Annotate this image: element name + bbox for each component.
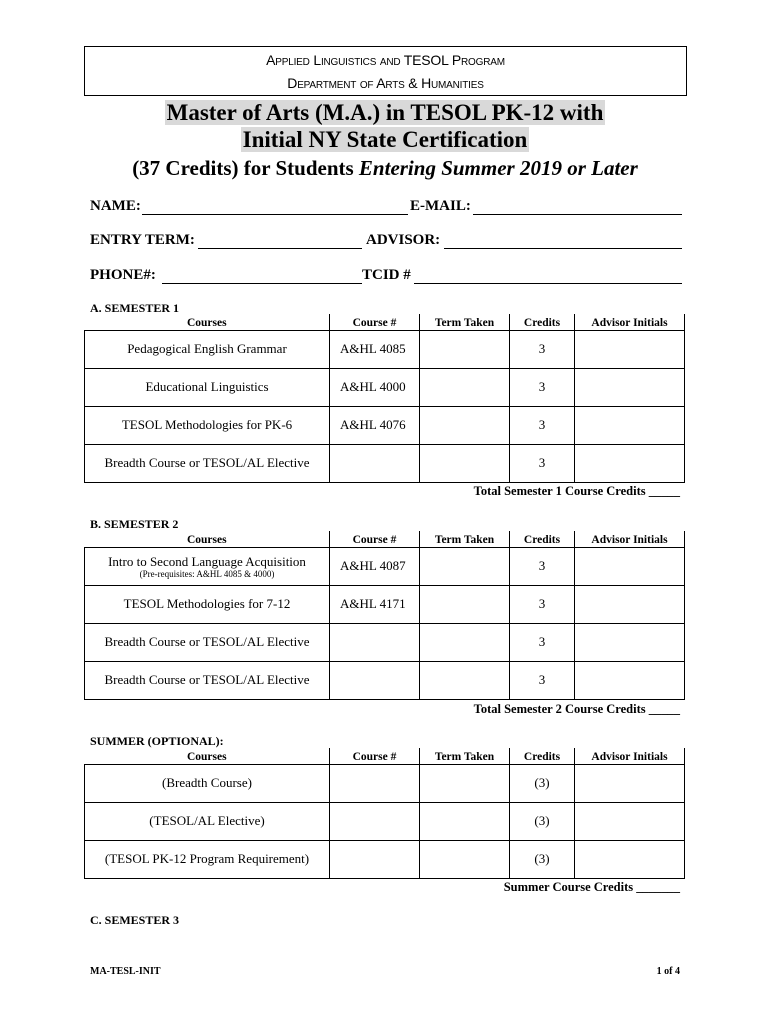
col-term-taken: Term Taken [420,314,510,330]
course-name-text: Intro to Second Language Acquisition [108,553,306,569]
term-taken-cell[interactable] [420,406,510,444]
table-row [85,444,685,482]
course-number[interactable] [330,802,420,840]
col-credits: Credits [510,531,575,547]
col-advisor-initials: Advisor Initials [575,531,685,547]
table-header-row [85,748,685,764]
course-name: (TESOL PK-12 Program Requirement) [85,840,330,878]
col-courses: Courses [85,748,330,764]
course-name: (Breadth Course) [85,764,330,802]
col-advisor-initials: Advisor Initials [575,314,685,330]
advisor-initials-cell[interactable] [575,623,685,661]
tcid-label: TCID # [362,267,411,283]
name-label: NAME: [90,198,141,214]
entry-term-label: ENTRY TERM: [90,232,195,248]
credits-cell: 3 [510,547,575,585]
col-term-taken: Term Taken [420,531,510,547]
credits-cell: 3 [510,585,575,623]
semester1-table [84,314,685,483]
col-course-number: Course # [330,531,420,547]
semester2-table [84,531,685,700]
course-number: A&HL 4087 [330,547,420,585]
form-code: MA-TESL-INIT [90,966,161,977]
credits-cell: 3 [510,406,575,444]
name-email-row [90,198,682,220]
tcid-field[interactable] [414,282,682,284]
term-taken-cell[interactable] [420,661,510,699]
semester2-total: Total Semester 2 Course Credits _____ [473,702,680,716]
table-row [85,623,685,661]
table-row [85,802,685,840]
advisor-initials-cell[interactable] [575,764,685,802]
degree-title-line1: Master of Arts (M.A.) in TESOL PK-12 with [166,100,604,125]
table-row [85,330,685,368]
course-name: Breadth Course or TESOL/AL Elective [85,444,330,482]
col-credits: Credits [510,748,575,764]
credits-cell: 3 [510,623,575,661]
col-credits: Credits [510,314,575,330]
program-name: Applied Linguistics and TESOL Program [266,52,505,68]
program-header [84,46,687,96]
prerequisite-note: (Pre-requisites: A&HL 4085 & 4000) [139,568,275,579]
semester2-label: B. SEMESTER 2 [90,517,179,531]
advisor-initials-cell[interactable] [575,330,685,368]
advisor-initials-cell[interactable] [575,444,685,482]
course-name [85,547,330,585]
term-taken-cell[interactable] [420,368,510,406]
table-row [85,764,685,802]
course-name: Breadth Course or TESOL/AL Elective [85,623,330,661]
advisor-initials-cell[interactable] [575,661,685,699]
col-courses: Courses [85,531,330,547]
table-row [85,368,685,406]
summer-total: Summer Course Credits _______ [503,880,680,894]
table-row [85,661,685,699]
course-number[interactable] [330,661,420,699]
course-name: Educational Linguistics [85,368,330,406]
email-field[interactable] [473,213,682,215]
advisor-initials-cell[interactable] [575,802,685,840]
table-row [85,840,685,878]
advisor-field[interactable] [444,247,682,249]
col-term-taken: Term Taken [420,748,510,764]
credits-cell: 3 [510,368,575,406]
course-name: TESOL Methodologies for PK-6 [85,406,330,444]
term-taken-cell[interactable] [420,585,510,623]
semester1-label: A. SEMESTER 1 [90,301,180,315]
term-taken-cell[interactable] [420,802,510,840]
course-number: A&HL 4000 [330,368,420,406]
credits-cell: 3 [510,444,575,482]
course-number[interactable] [330,764,420,802]
table-row [85,406,685,444]
table-header-row [85,314,685,330]
summer-label: SUMMER (OPTIONAL): [90,734,224,748]
entry-advisor-row [90,232,682,254]
term-taken-cell[interactable] [420,764,510,802]
col-advisor-initials: Advisor Initials [575,748,685,764]
col-course-number: Course # [330,748,420,764]
course-number[interactable] [330,840,420,878]
course-name: (TESOL/AL Elective) [85,802,330,840]
credits-cell: (3) [510,840,575,878]
credits-cell: 3 [510,330,575,368]
term-taken-cell[interactable] [420,547,510,585]
course-number: A&HL 4171 [330,585,420,623]
advisor-initials-cell[interactable] [575,585,685,623]
phone-field[interactable] [162,282,362,284]
phone-tcid-row [90,267,682,289]
term-taken-cell[interactable] [420,623,510,661]
advisor-initials-cell[interactable] [575,368,685,406]
name-field[interactable] [142,213,408,215]
degree-subtitle: (37 Credits) for Students Entering Summer 2019 or Later [132,156,638,180]
phone-label: PHONE#: [90,267,156,283]
course-name: TESOL Methodologies for 7-12 [85,585,330,623]
email-label: E-MAIL: [410,198,471,214]
course-number: A&HL 4076 [330,406,420,444]
col-courses: Courses [85,314,330,330]
credits-cell: 3 [510,661,575,699]
semester3-label: C. SEMESTER 3 [90,913,180,927]
term-taken-cell[interactable] [420,330,510,368]
degree-title-line2: Initial NY State Certification [242,127,528,152]
table-header-row [85,531,685,547]
course-name: Breadth Course or TESOL/AL Elective [85,661,330,699]
table-row [85,547,685,585]
advisor-label: ADVISOR: [366,232,441,248]
advisor-initials-cell[interactable] [575,406,685,444]
col-course-number: Course # [330,314,420,330]
course-number[interactable] [330,444,420,482]
term-taken-cell[interactable] [420,444,510,482]
credits-cell: (3) [510,764,575,802]
course-number: A&HL 4085 [330,330,420,368]
course-name: Pedagogical English Grammar [85,330,330,368]
advisor-initials-cell[interactable] [575,840,685,878]
summer-table [84,748,685,879]
credits-cell: (3) [510,802,575,840]
page-number: 1 of 4 [656,966,680,977]
table-row [85,585,685,623]
department-name: Department of Arts & Humanities [287,75,484,91]
semester1-total: Total Semester 1 Course Credits _____ [473,484,680,498]
term-taken-cell[interactable] [420,840,510,878]
entry-term-field[interactable] [198,247,362,249]
advisor-initials-cell[interactable] [575,547,685,585]
course-number[interactable] [330,623,420,661]
